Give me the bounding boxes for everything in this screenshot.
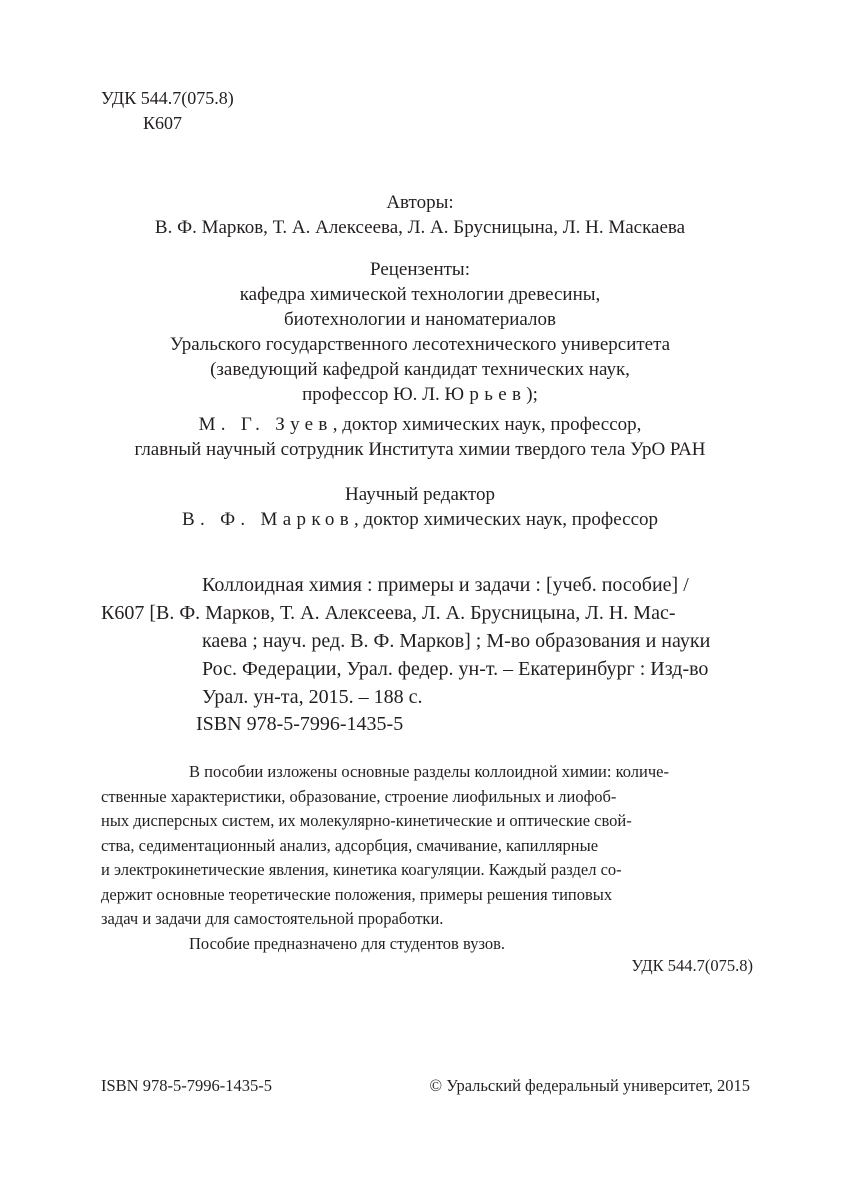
biblio-line: каева ; науч. ред. В. Ф. Марков] ; М-во образования и науки bbox=[202, 630, 711, 652]
reviewer-line: кафедра химической технологии древесины, bbox=[239, 284, 601, 305]
abstract bbox=[101, 760, 751, 956]
reviewer-name: М. Г. Зуев bbox=[198, 414, 333, 435]
abstract-purpose: Пособие предназначено для студентов вузов. bbox=[189, 933, 506, 953]
reviewers-block bbox=[60, 257, 780, 462]
editor-credentials: , доктор химических наук, профессор bbox=[354, 509, 659, 530]
biblio-line: К607 [В. Ф. Марков, Т. А. Алексеева, Л. А. Брусницына, Л. Н. Мас- bbox=[101, 602, 676, 624]
editor-name: В. Ф. Марков bbox=[181, 509, 355, 530]
abstract-line: ства, седиментационный анализ, адсорбция, смачивание, капиллярные bbox=[101, 835, 599, 855]
biblio-line: Рос. Федерации, Урал. федер. ун-т. – Екатеринбург : Изд-во bbox=[202, 658, 709, 680]
reviewer-line bbox=[60, 412, 780, 437]
reviewers-heading: Рецензенты: bbox=[370, 259, 470, 280]
udk-block bbox=[101, 86, 234, 136]
authors-heading: Авторы: bbox=[386, 192, 454, 213]
abstract-line: ственные характеристики, образование, строение лиофильных и лиофоб- bbox=[101, 786, 617, 806]
reviewer-line: Уральского государственного лесотехнического университета bbox=[169, 334, 671, 355]
udk-repeat: УДК 544.7(075.8) bbox=[631, 956, 753, 975]
reviewer-line: (заведующий кафедрой кандидат технических наук, bbox=[210, 359, 630, 380]
authors-names: В. Ф. Марков, Т. А. Алексеева, Л. А. Брусницына, Л. Н. Маскаева bbox=[154, 217, 686, 238]
reviewer-line: главный научный сотрудник Института химии твердого тела УрО РАН bbox=[134, 439, 706, 460]
bibliographic-record bbox=[101, 571, 751, 711]
abstract-line: и электрокинетические явления, кинетика коагуляции. Каждый раздел со- bbox=[101, 860, 622, 879]
abstract-line: В пособии изложены основные разделы коллоидной химии: количе- bbox=[189, 762, 669, 781]
reviewer-suffix: ); bbox=[526, 384, 538, 405]
editor-block bbox=[60, 482, 780, 532]
abstract-line: держит основные теоретические положения, примеры решения типовых bbox=[101, 884, 613, 904]
udk-code: УДК 544.7(075.8) bbox=[101, 88, 234, 108]
footer-copyright: © Уральский федеральный университет, 2015 bbox=[429, 1076, 750, 1095]
footer-isbn: ISBN 978-5-7996-1435-5 bbox=[101, 1076, 272, 1095]
abstract-line: ных дисперсных систем, их молекулярно-кинетические и оптические свой- bbox=[101, 811, 632, 830]
biblio-line: Коллоидная химия : примеры и задачи : [учеб. пособие] / bbox=[202, 574, 689, 596]
reviewer-name: Юрьев bbox=[444, 384, 527, 405]
reviewer-line bbox=[60, 382, 780, 407]
reviewer-title: профессор Ю. Л. bbox=[302, 384, 445, 405]
catalog-index: К607 bbox=[143, 113, 183, 133]
isbn: ISBN 978-5-7996-1435-5 bbox=[196, 713, 404, 735]
editor-heading: Научный редактор bbox=[345, 484, 495, 505]
reviewer-credentials: , доктор химических наук, профессор, bbox=[332, 414, 642, 435]
reviewer-line: биотехнологии и наноматериалов bbox=[284, 309, 556, 330]
biblio-line: Урал. ун-та, 2015. – 188 с. bbox=[202, 686, 423, 708]
authors-block bbox=[60, 190, 780, 240]
abstract-line: задач и задачи для самостоятельной проработки. bbox=[101, 909, 444, 928]
